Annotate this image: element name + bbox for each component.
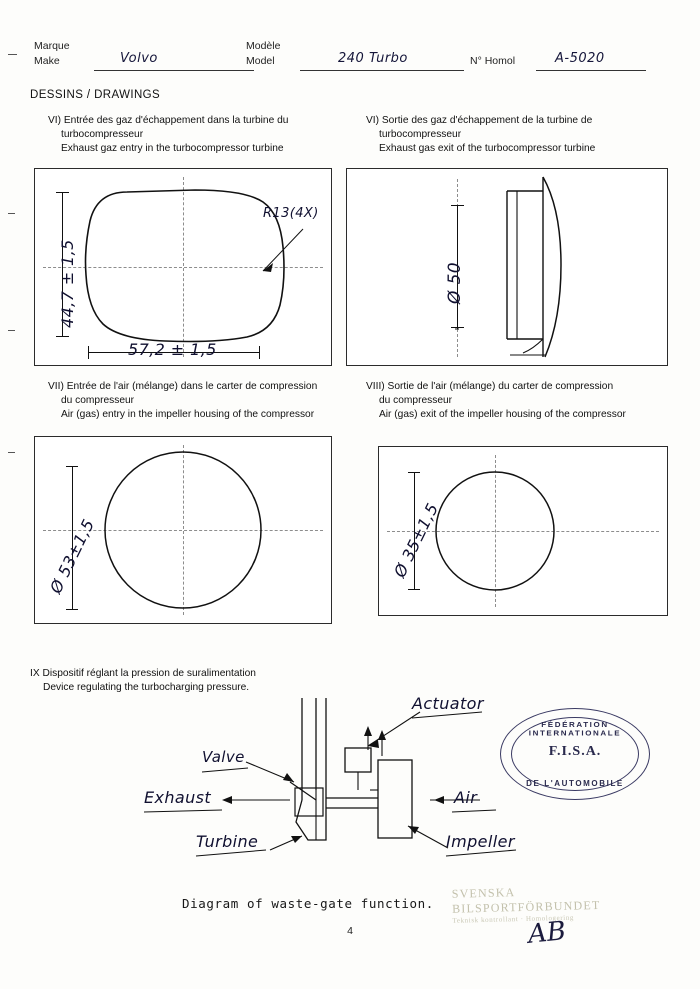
- modele-label: Modèle: [246, 40, 281, 52]
- stamp-center-text: F.I.S.A.: [548, 744, 602, 759]
- dim-tick: [451, 327, 464, 328]
- height-dimension: 44,7 ± 1,5: [58, 239, 77, 328]
- caption-vii-en: Air (gas) entry in the impeller housing of the compressor: [61, 409, 315, 420]
- stamp-arc-bottom: DE L'AUTOMOBILE: [526, 779, 624, 788]
- label-exhaust: Exhaust: [144, 788, 212, 807]
- dim-tick: [88, 346, 89, 359]
- caption-viii-en: Air (gas) exit of the impeller housing of the compressor: [379, 409, 626, 420]
- wastegate-diagram-lines: [130, 690, 530, 880]
- caption-viii-fr1: Sortie de l'air (mélange) du carter de compression: [387, 381, 614, 392]
- marque-label: Marque: [34, 40, 70, 52]
- edge-tick: [8, 452, 15, 453]
- caption-vi-num: VI): [48, 115, 62, 126]
- wastegate-schematic: [130, 690, 530, 880]
- caption-viii-fr2: du compresseur: [379, 395, 453, 406]
- caption-vi-right-num: VI): [366, 115, 380, 126]
- caption-vi-fr1: Entrée des gaz d'échappement dans la turbine du: [63, 115, 289, 126]
- caption-vi-fr2: turbocompresseur: [61, 129, 144, 140]
- dim-tick: [259, 346, 260, 359]
- header: [28, 40, 672, 82]
- label-turbine: Turbine: [196, 832, 259, 851]
- caption-vi: [48, 114, 358, 156]
- caption-viii: [366, 380, 666, 422]
- faded-stamp-line1: SVENSKA BILSPORTFÖRBUNDET: [451, 885, 601, 916]
- model-rule: [300, 70, 464, 71]
- drawing-frame-vi: [34, 168, 332, 366]
- caption-vi-en: Exhaust gaz entry in the turbocompressor turbine: [61, 143, 284, 154]
- radius-note: R13(4X): [263, 206, 319, 221]
- dim-tick: [66, 466, 78, 467]
- caption-vii-fr2: du compresseur: [61, 395, 135, 406]
- edge-tick: [8, 330, 15, 331]
- caption-vii: [48, 380, 366, 422]
- diameter-53: Ø 53±1,5: [46, 516, 99, 597]
- width-dimension: 57,2 ± 1,5: [128, 340, 217, 359]
- section-title: DESSINS / DRAWINGS: [30, 89, 161, 101]
- fisa-stamp: [500, 708, 650, 800]
- turbine-outlet-outline: [347, 169, 667, 365]
- dim-tick: [408, 472, 420, 473]
- faded-stamp-line2: Teknisk kontrollant · Homologering: [452, 913, 575, 925]
- make-rule: [94, 70, 254, 71]
- model-label: Model: [246, 55, 275, 67]
- stamp-arc-top: FÉDÉRATION INTERNATIONALE: [528, 720, 622, 738]
- dim-tick: [56, 192, 69, 193]
- make-value: Volvo: [120, 51, 158, 66]
- diameter-50: Ø 50: [445, 261, 465, 304]
- dim-tick: [451, 205, 464, 206]
- caption-vi-right-fr1: Sortie des gaz d'échappement de la turbine de: [381, 115, 593, 126]
- make-label: Make: [34, 55, 60, 67]
- caption-ix-en: Device regulating the turbocharging pressure.: [43, 682, 250, 693]
- edge-tick: [8, 213, 15, 214]
- page-number: 4: [347, 925, 353, 937]
- edge-tick: [8, 54, 17, 55]
- label-valve: Valve: [202, 748, 245, 766]
- diameter-35: Ø 35±1,5: [390, 500, 443, 581]
- label-actuator: Actuator: [412, 694, 484, 713]
- dim-tick: [56, 336, 69, 337]
- caption-ix-num: IX: [30, 668, 40, 679]
- model-value: 240 Turbo: [338, 51, 408, 66]
- caption-vi-right-fr2: turbocompresseur: [379, 129, 462, 140]
- homol-rule: [536, 70, 646, 71]
- caption-vi-right-en: Exhaust gas exit of the turbocompressor turbine: [379, 143, 596, 154]
- homol-value: A-5020: [555, 51, 605, 66]
- caption-vii-num: VII): [48, 381, 64, 392]
- caption-ix-fr: Dispositif réglant la pression de suralimentation: [42, 668, 256, 679]
- turbine-inlet-outline: [35, 169, 331, 365]
- dim-tick: [66, 609, 78, 610]
- label-air: Air: [454, 788, 478, 807]
- caption-viii-num: VIII): [366, 381, 385, 392]
- homol-label: N° Homol: [470, 55, 516, 67]
- drawing-frame-vi-right: [346, 168, 668, 366]
- label-impeller: Impeller: [446, 832, 515, 851]
- caption-vii-fr1: Entrée de l'air (mélange) dans le carter de compression: [66, 381, 318, 392]
- dim-tick: [408, 589, 420, 590]
- signature: AB: [526, 916, 568, 950]
- wastegate-caption: Diagram of waste-gate function.: [182, 896, 434, 911]
- caption-vi-right: [366, 114, 666, 156]
